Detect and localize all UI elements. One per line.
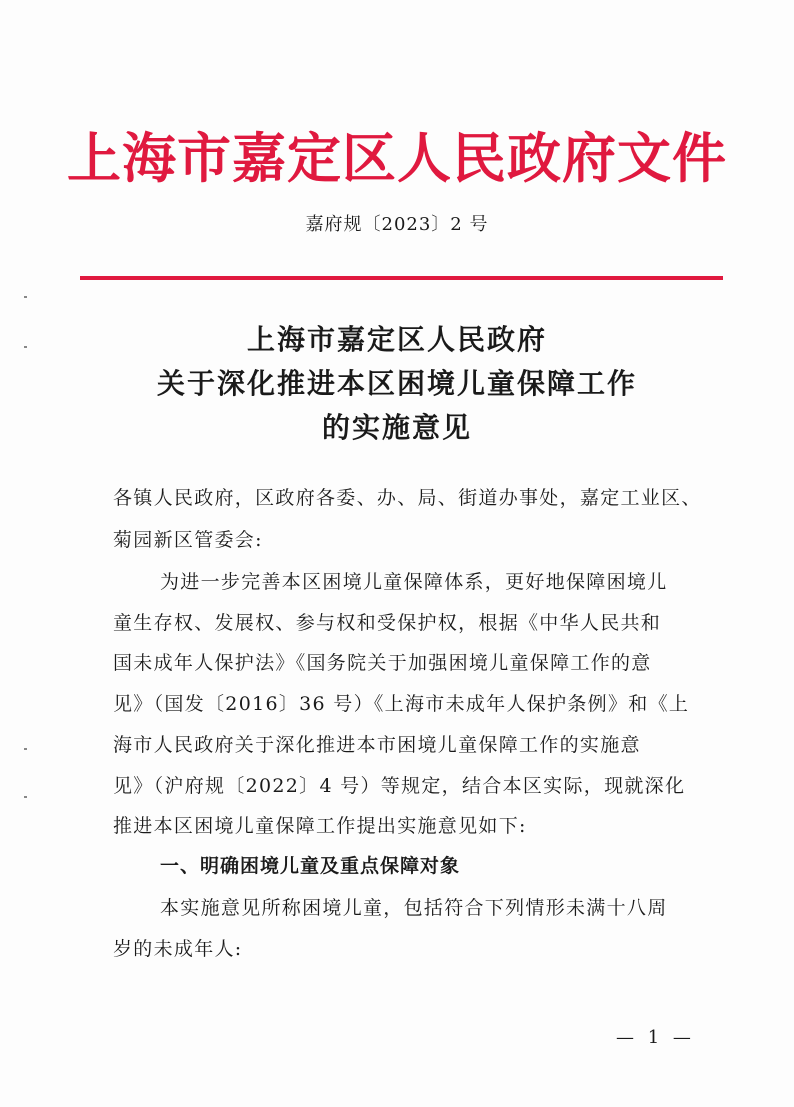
paragraph-line: 国未成年人保护法》《国务院关于加强困境儿童保障工作的意 <box>113 652 652 674</box>
paragraph-line: 推进本区困境儿童保障工作提出实施意见如下: <box>113 815 527 837</box>
paragraph-line: 海市人民政府关于深化推进本市困境儿童保障工作的实施意 <box>113 734 641 756</box>
binding-mark <box>24 796 27 798</box>
section-heading: 一、明确困境儿童及重点保障对象 <box>160 855 461 877</box>
paragraph-line: 本实施意见所称困境儿童，包括符合下列情形未满十八周 <box>160 897 668 919</box>
paragraph-line: 见》（沪府规〔2022〕4 号）等规定，结合本区实际，现就深化 <box>113 775 686 797</box>
binding-mark <box>24 296 27 298</box>
paragraph-line: 童生存权、发展权、参与权和受保护权，根据《中华人民共和 <box>113 612 662 634</box>
document-header-title: 上海市嘉定区人民政府文件 <box>67 126 727 190</box>
document-title-line-2: 关于深化推进本区困境儿童保障工作 <box>156 367 637 400</box>
paragraph-line: 见》（国发〔2016〕36 号）《上海市未成年人保护条例》和《上 <box>113 693 690 715</box>
red-divider-line <box>80 276 723 280</box>
addressee-line: 菊园新区管委会: <box>113 529 263 551</box>
paragraph-line: 岁的未成年人: <box>113 938 243 960</box>
addressee-line: 各镇人民政府，区政府各委、办、局、街道办事处，嘉定工业区、 <box>113 487 702 509</box>
binding-mark <box>24 748 27 750</box>
document-title-line-1: 上海市嘉定区人民政府 <box>246 323 547 356</box>
page-number: — 1 — <box>616 1027 695 1048</box>
document-title-line-3: 的实施意见 <box>321 411 472 444</box>
document-number: 嘉府规〔2023〕2 号 <box>305 214 489 235</box>
paragraph-line: 为进一步完善本区困境儿童保障体系，更好地保障困境儿 <box>160 571 668 593</box>
